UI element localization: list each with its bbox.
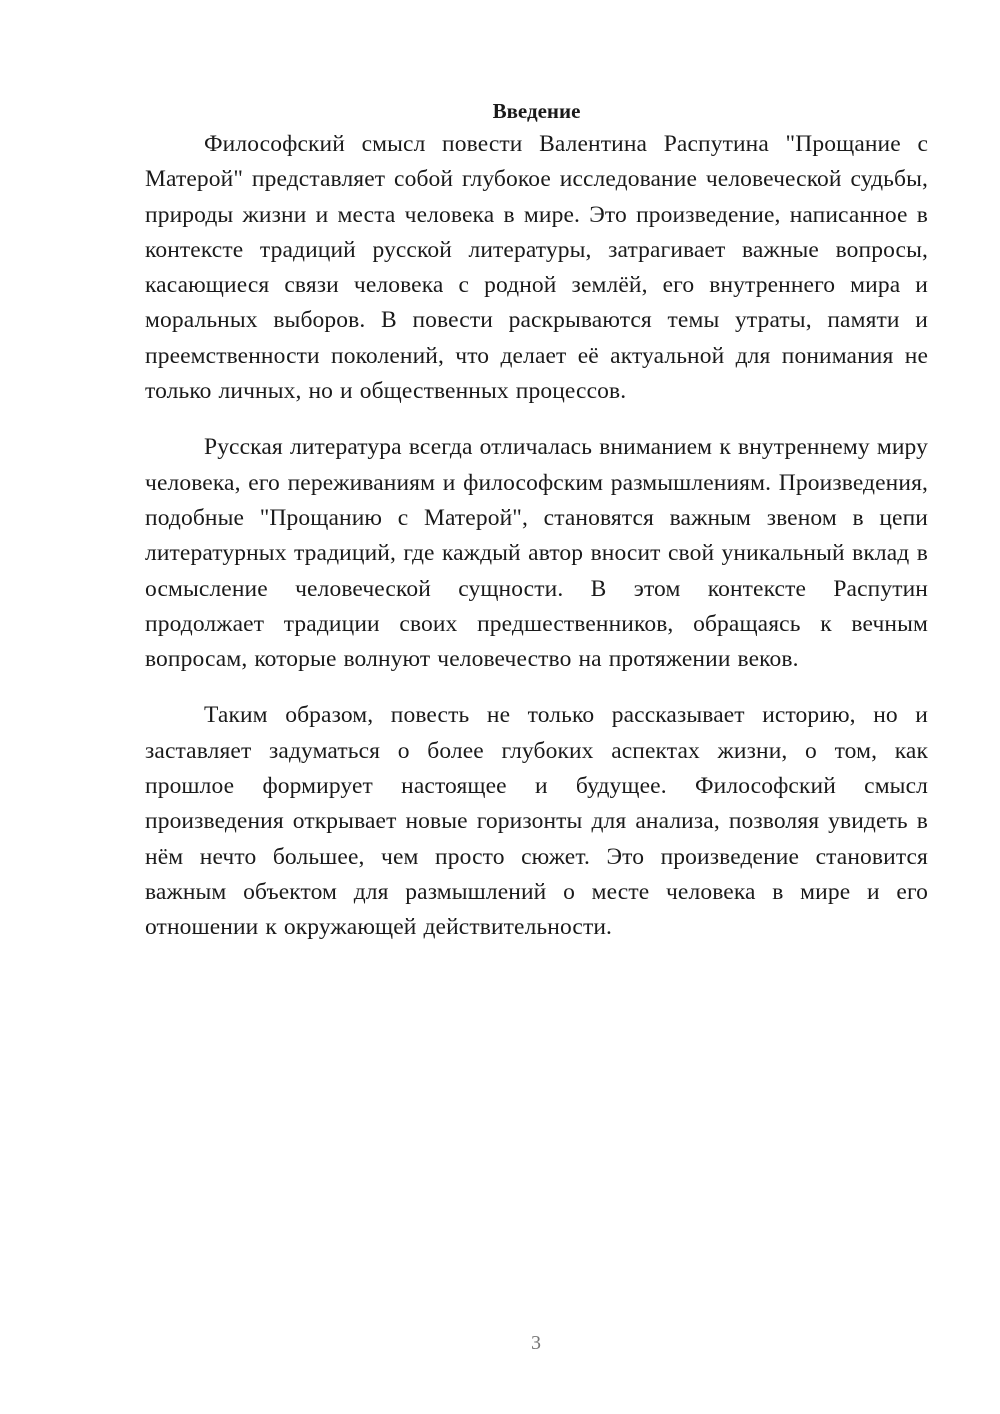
paragraph-3: Таким образом, повесть не только рассказывает историю, но и заставляет задуматься о более глубоких аспектах жизни, о том, как прошлое формирует настоящее и будущее. Философский смысл произведения открывает новые горизонты для анализа, позволяя увидеть в нём нечто большее, чем просто сюжет. Это произведение становится важным объектом для размышлений о месте человека в мире и его отношении к окружающей действительности.: [145, 702, 928, 941]
paragraph-2: Русская литература всегда отличалась вниманием к внутреннему миру человека, его переживаниям и философским размышлениям. Произведения, подобные "Прощанию с Матерой", становятся важным звеном в цепи литературных традиций, где каждый автор вносит свой уникальный вклад в осмысление человеческой сущности. В этом контексте Распутин продолжает традиции своих предшественников, обращаясь к вечным вопросам, которые волнуют человечество на протяжении веков.: [145, 434, 928, 673]
page-content: [145, 96, 928, 946]
section-heading: Введение: [492, 99, 581, 123]
paragraph-1: Философский смысл повести Валентина Распутина "Прощание с Матерой" представляет собой глубокое исследование человеческой судьбы, природы жизни и места человека в мире. Это произведение, написанное в контексте традиций русской литературы, затрагивает важные вопросы, касающиеся связи человека с родной землёй, его внутреннего мира и моральных выборов. В повести раскрываются темы утраты, памяти и преемственности поколений, что делает её актуальной для понимания не только личных, но и общественных процессов.: [145, 131, 928, 405]
page-number: 3: [531, 1332, 541, 1354]
